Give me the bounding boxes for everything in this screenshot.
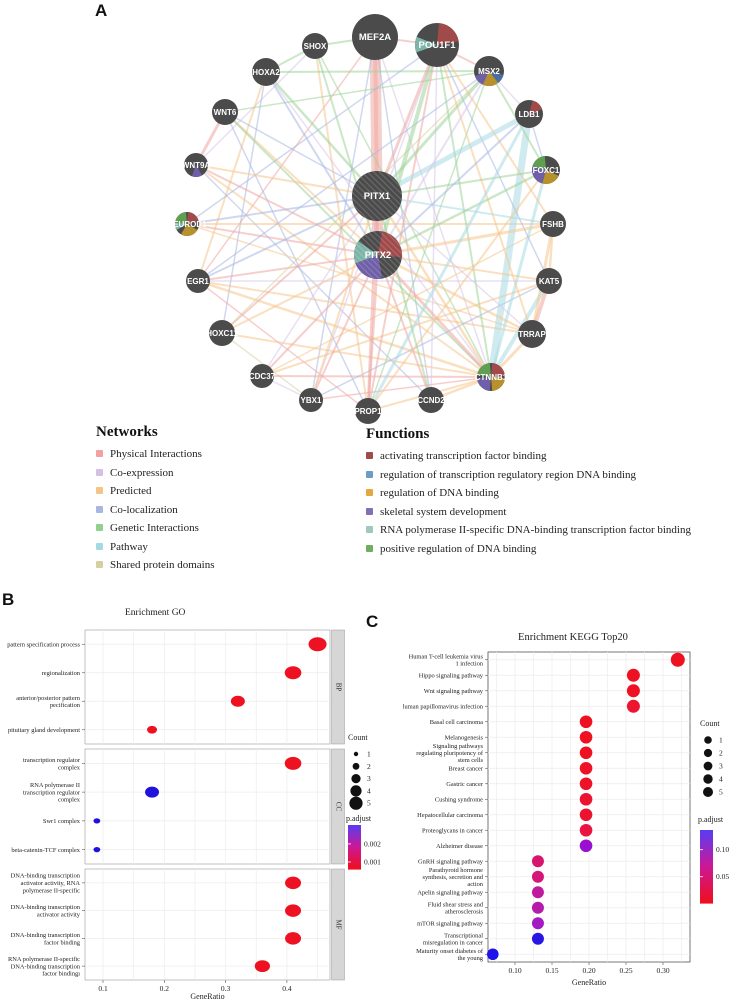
- function-type-label: positive regulation of DNA binding: [380, 542, 537, 555]
- data-dot: [627, 684, 640, 697]
- network-node: [536, 268, 562, 294]
- node-label: WNT6: [213, 108, 237, 117]
- y-axis-label: complex: [57, 764, 80, 772]
- network-node: [249, 364, 276, 388]
- count-legend-label: 1: [719, 735, 723, 745]
- y-axis-label: factor bindingı: [42, 970, 80, 978]
- y-axis-label: Cushing syndrome: [434, 796, 483, 804]
- node-label: NEUROD1: [167, 220, 207, 229]
- network-node: [354, 398, 382, 424]
- network-type-label: Genetic Interactions: [110, 522, 199, 534]
- network-type-item: [96, 448, 356, 460]
- count-legend-dot: [704, 736, 712, 744]
- node-label: HOXA2: [252, 68, 280, 77]
- count-legend-label: 1: [367, 749, 371, 759]
- x-axis-tick-label: 0.25: [619, 966, 633, 975]
- node-label: HOXC11: [206, 329, 238, 338]
- node-label: FSHB: [542, 220, 564, 229]
- y-axis-label: DNA-binding transcription: [10, 931, 80, 939]
- y-axis-label: activator activity, RNA: [20, 880, 80, 888]
- y-axis-label: Parathyroid hormone: [428, 866, 483, 874]
- count-legend-dot: [351, 774, 360, 783]
- count-legend-dot: [704, 749, 712, 757]
- functions-legend-items: [366, 450, 726, 555]
- network-type-item: [96, 485, 356, 497]
- networks-legend: [96, 424, 356, 578]
- network-type-swatch-icon: [96, 450, 103, 457]
- y-axis-label: Alzheimer disease: [435, 842, 483, 850]
- function-type-swatch-icon: [366, 526, 373, 533]
- data-dot: [580, 715, 593, 728]
- network-node: [515, 100, 543, 128]
- facet-panel: [85, 630, 330, 744]
- facet-strip-label: CC: [334, 801, 343, 812]
- panel-b-letter: B: [2, 590, 15, 609]
- y-axis-label: Breast cancer: [448, 765, 483, 773]
- y-axis-label: misregulation in cancer: [423, 939, 483, 947]
- y-axis-label: transcription regulator: [23, 789, 80, 797]
- y-axis-label: anterior/posterior pattern: [16, 694, 80, 702]
- data-dot: [93, 818, 100, 823]
- y-axis-label: activator activity: [36, 911, 80, 919]
- network-type-item: [96, 522, 356, 534]
- count-legend-label: 5: [367, 798, 371, 808]
- padjust-legend-title: p.adjust: [346, 814, 372, 823]
- y-axis-label: pituitary gland development: [7, 726, 80, 734]
- y-axis-label: Swr1 complex: [42, 818, 80, 826]
- y-axis-label: Hepatocellular carcinoma: [417, 811, 483, 819]
- data-dot: [285, 877, 301, 889]
- node-label: CDC37: [248, 372, 276, 381]
- function-type-item: [366, 487, 726, 499]
- node-label: LDB1: [518, 110, 540, 119]
- data-dot: [580, 808, 593, 821]
- data-dot: [93, 847, 100, 852]
- count-legend-dot: [704, 762, 713, 771]
- count-legend-label: 2: [719, 748, 723, 758]
- network-edge-ce: [431, 45, 437, 400]
- network-type-item: [96, 541, 356, 553]
- function-type-label: activating transcription factor binding: [380, 450, 547, 462]
- facet-strip-label: BP: [334, 682, 343, 692]
- gene-network-diagram: [0, 0, 740, 430]
- count-legend-title: Count: [348, 733, 368, 742]
- y-axis-label: Human T-cell leukemia virus: [408, 653, 483, 661]
- count-legend-label: 5: [719, 787, 723, 797]
- count-legend-label: 3: [367, 774, 371, 784]
- count-legend-dot: [703, 787, 713, 797]
- chart-title: Enrichment KEGG Top20: [518, 632, 628, 643]
- function-type-swatch-icon: [366, 489, 373, 496]
- network-type-item: [96, 467, 356, 479]
- data-dot: [147, 726, 157, 734]
- y-axis-label: DNA-binding transcription: [10, 904, 80, 912]
- network-node: [540, 211, 566, 237]
- padjust-tick-label: 0.001: [364, 857, 381, 867]
- network-node: [532, 156, 560, 184]
- y-axis-label: pecification: [49, 702, 80, 710]
- function-type-item: [366, 450, 726, 462]
- network-node: [352, 171, 402, 221]
- network-edge-gi: [377, 71, 489, 196]
- y-axis-label: atherosclerosis: [445, 908, 483, 916]
- x-axis-tick-label: 0.20: [582, 966, 596, 975]
- padjust-legend-title: p.adjust: [698, 815, 724, 824]
- data-dot: [580, 824, 593, 837]
- y-axis-label: DNA-binding transcription: [10, 872, 80, 880]
- x-axis-tick-label: 0.15: [545, 966, 559, 975]
- network-type-label: Pathway: [110, 540, 148, 553]
- network-node: [186, 269, 210, 293]
- data-dot: [285, 666, 302, 679]
- x-axis-tick-label: 0.4: [282, 984, 292, 993]
- y-axis-label: GnRH signaling pathway: [418, 858, 483, 866]
- networks-legend-items: [96, 448, 356, 571]
- data-dot: [532, 902, 544, 914]
- count-legend-dot: [703, 774, 712, 783]
- data-dot: [580, 777, 593, 790]
- function-type-swatch-icon: [366, 508, 373, 515]
- y-axis-label: Maturity onset diabetes of: [416, 947, 483, 955]
- data-dot: [627, 700, 640, 713]
- function-type-label: RNA polymerase II-specific DNA-binding transcription factor binding: [380, 524, 691, 536]
- y-axis-label: factor binding: [43, 939, 80, 947]
- y-axis-label: Fluid shear stress and: [427, 901, 483, 909]
- padjust-gradient-segment: [700, 901, 713, 904]
- network-node: [354, 231, 402, 279]
- panel-a-letter: A: [95, 1, 108, 20]
- y-axis-label: luman papillomavirus infection: [402, 703, 483, 711]
- network-type-label: Physical Interactions: [110, 448, 202, 460]
- data-dot: [532, 933, 544, 945]
- y-axis-label: 1 infection: [455, 660, 483, 668]
- data-dot: [580, 762, 593, 775]
- y-axis-label: complex: [57, 796, 80, 804]
- node-label: MSX2: [478, 67, 500, 76]
- network-node: [352, 14, 398, 60]
- x-axis-tick-label: 0.30: [656, 966, 670, 975]
- y-axis-label: Basal cell carcinoma: [429, 718, 483, 726]
- networks-legend-title: Networks: [96, 424, 158, 440]
- padjust-tick-label: 0.05: [716, 872, 730, 882]
- y-axis-label: beta-catenin-TCF complex: [11, 846, 80, 854]
- y-axis-label: Melanogenesis: [444, 734, 483, 742]
- count-legend-label: 4: [719, 774, 723, 784]
- count-legend-title: Count: [700, 719, 720, 728]
- count-legend-dot: [349, 797, 362, 810]
- data-dot: [532, 886, 544, 898]
- function-type-label: skeletal system development: [380, 505, 507, 518]
- node-label: SHOX: [303, 42, 327, 51]
- node-label: CCND2: [417, 396, 445, 405]
- network-node: [475, 363, 508, 391]
- functions-legend: [366, 426, 726, 561]
- network-node: [415, 23, 459, 67]
- count-legend-label: 3: [719, 761, 723, 771]
- panel-c-letter: C: [366, 612, 379, 631]
- network-node: [518, 320, 546, 348]
- data-dot: [487, 948, 499, 960]
- facet-strip-label: MF: [334, 919, 343, 930]
- data-dot: [580, 746, 593, 759]
- y-axis-label: Proteoglycans in cancer: [421, 827, 483, 835]
- y-axis-label: Wnt signaling pathway: [423, 687, 483, 695]
- network-edge-ph: [262, 376, 491, 377]
- y-axis-label: pattern specification process: [7, 641, 80, 649]
- data-dot: [580, 793, 593, 806]
- data-dot: [231, 696, 245, 707]
- network-type-swatch-icon: [96, 543, 103, 550]
- node-label: TRRAP: [518, 330, 546, 339]
- y-axis-label: transcription regulator: [23, 756, 80, 764]
- network-node: [302, 33, 328, 59]
- data-dot: [285, 757, 302, 770]
- data-dot: [627, 669, 640, 682]
- network-type-swatch-icon: [96, 487, 103, 494]
- network-type-label: Co-expression: [110, 466, 174, 479]
- functions-legend-title: Functions: [366, 426, 430, 442]
- node-label: MEF2A: [358, 32, 392, 43]
- data-dot: [255, 960, 270, 972]
- data-dot: [145, 787, 159, 798]
- data-dot: [309, 637, 327, 651]
- function-type-label: regulation of transcription regulatory region DNA binding: [380, 468, 636, 481]
- data-dot: [580, 839, 593, 852]
- data-dot: [285, 904, 301, 916]
- data-dot: [532, 871, 544, 883]
- data-dot: [285, 932, 301, 944]
- network-type-swatch-icon: [96, 561, 103, 568]
- data-dot: [532, 855, 544, 867]
- padjust-gradient-segment: [348, 868, 361, 870]
- network-type-item: [96, 559, 356, 571]
- network-type-item: [96, 504, 356, 516]
- y-axis-label: Signaling pathways: [432, 742, 483, 750]
- network-type-label: Shared protein domains: [110, 559, 215, 571]
- y-axis-label: Transcriptional: [444, 932, 483, 940]
- function-type-item: [366, 543, 726, 555]
- data-dot: [671, 653, 685, 667]
- x-axis-tick-label: 0.1: [98, 984, 108, 993]
- function-type-item: [366, 524, 726, 536]
- network-node: [167, 212, 207, 236]
- network-node: [474, 56, 504, 86]
- count-legend-label: 4: [367, 786, 371, 796]
- x-axis-tick-label: 0.10: [508, 966, 522, 975]
- node-label: PROP1: [354, 407, 382, 416]
- node-label: EGR1: [187, 277, 209, 286]
- y-axis-label: the young: [457, 954, 483, 962]
- y-axis-label: polymerase II-specific: [22, 887, 80, 895]
- network-type-label: Predicted: [110, 485, 152, 497]
- y-axis-label: DNA-binding transcription: [10, 963, 80, 971]
- function-type-label: regulation of DNA binding: [380, 487, 499, 499]
- y-axis-label: action: [467, 880, 483, 888]
- network-type-swatch-icon: [96, 506, 103, 513]
- node-label: CTNNB1: [474, 373, 508, 382]
- node-label: POU1F1: [418, 40, 456, 51]
- data-dot: [580, 731, 593, 744]
- chart-title: Enrichment GO: [125, 608, 186, 618]
- node-label: WNT9A: [181, 161, 211, 170]
- count-legend-dot: [353, 763, 360, 770]
- function-type-swatch-icon: [366, 452, 373, 459]
- padjust-tick-label: 0.10: [716, 845, 730, 855]
- x-axis-tick-label: 0.2: [159, 984, 169, 993]
- enrichment-kegg-chart: [368, 610, 740, 999]
- x-axis-title: GeneRatio: [190, 992, 225, 999]
- y-axis-label: RNA polymerase II-specific: [7, 955, 80, 963]
- x-axis-tick-label: 0.3: [220, 984, 231, 993]
- y-axis-label: regionalization: [41, 669, 80, 677]
- network-node: [299, 388, 323, 412]
- function-type-item: [366, 469, 726, 481]
- padjust-tick-label: 0.002: [364, 839, 381, 849]
- y-axis-label: stem cells: [457, 756, 483, 764]
- node-label: PITX2: [364, 250, 392, 261]
- network-type-swatch-icon: [96, 469, 103, 476]
- y-axis-label: mTOR signaling pathway: [417, 920, 483, 928]
- y-axis-label: Gastric cancer: [446, 780, 483, 788]
- enrichment-go-chart: [0, 592, 430, 999]
- y-axis-label: Hippo signaling pathway: [418, 672, 483, 680]
- node-label: KAT5: [538, 277, 560, 286]
- data-dot: [532, 917, 544, 929]
- x-axis-title: GeneRatio: [571, 978, 607, 987]
- network-node: [212, 99, 238, 125]
- function-type-swatch-icon: [366, 471, 373, 478]
- y-axis-label: synthesis, secretion and: [422, 873, 483, 881]
- count-legend-dot: [350, 785, 361, 796]
- node-label: PITX1: [363, 191, 391, 202]
- node-label: YBX1: [300, 396, 322, 405]
- node-label: FOXC1: [532, 166, 560, 175]
- y-axis-label: regulating pluripotency of: [416, 749, 483, 757]
- function-type-item: [366, 506, 726, 518]
- y-axis-label: Apelin signaling pathway: [417, 889, 483, 897]
- y-axis-label: RNA polymerase II: [29, 781, 80, 789]
- count-legend-dot: [354, 752, 358, 756]
- function-type-swatch-icon: [366, 545, 373, 552]
- count-legend-label: 2: [367, 761, 371, 771]
- network-type-swatch-icon: [96, 524, 103, 531]
- network-type-label: Co-localization: [110, 503, 178, 516]
